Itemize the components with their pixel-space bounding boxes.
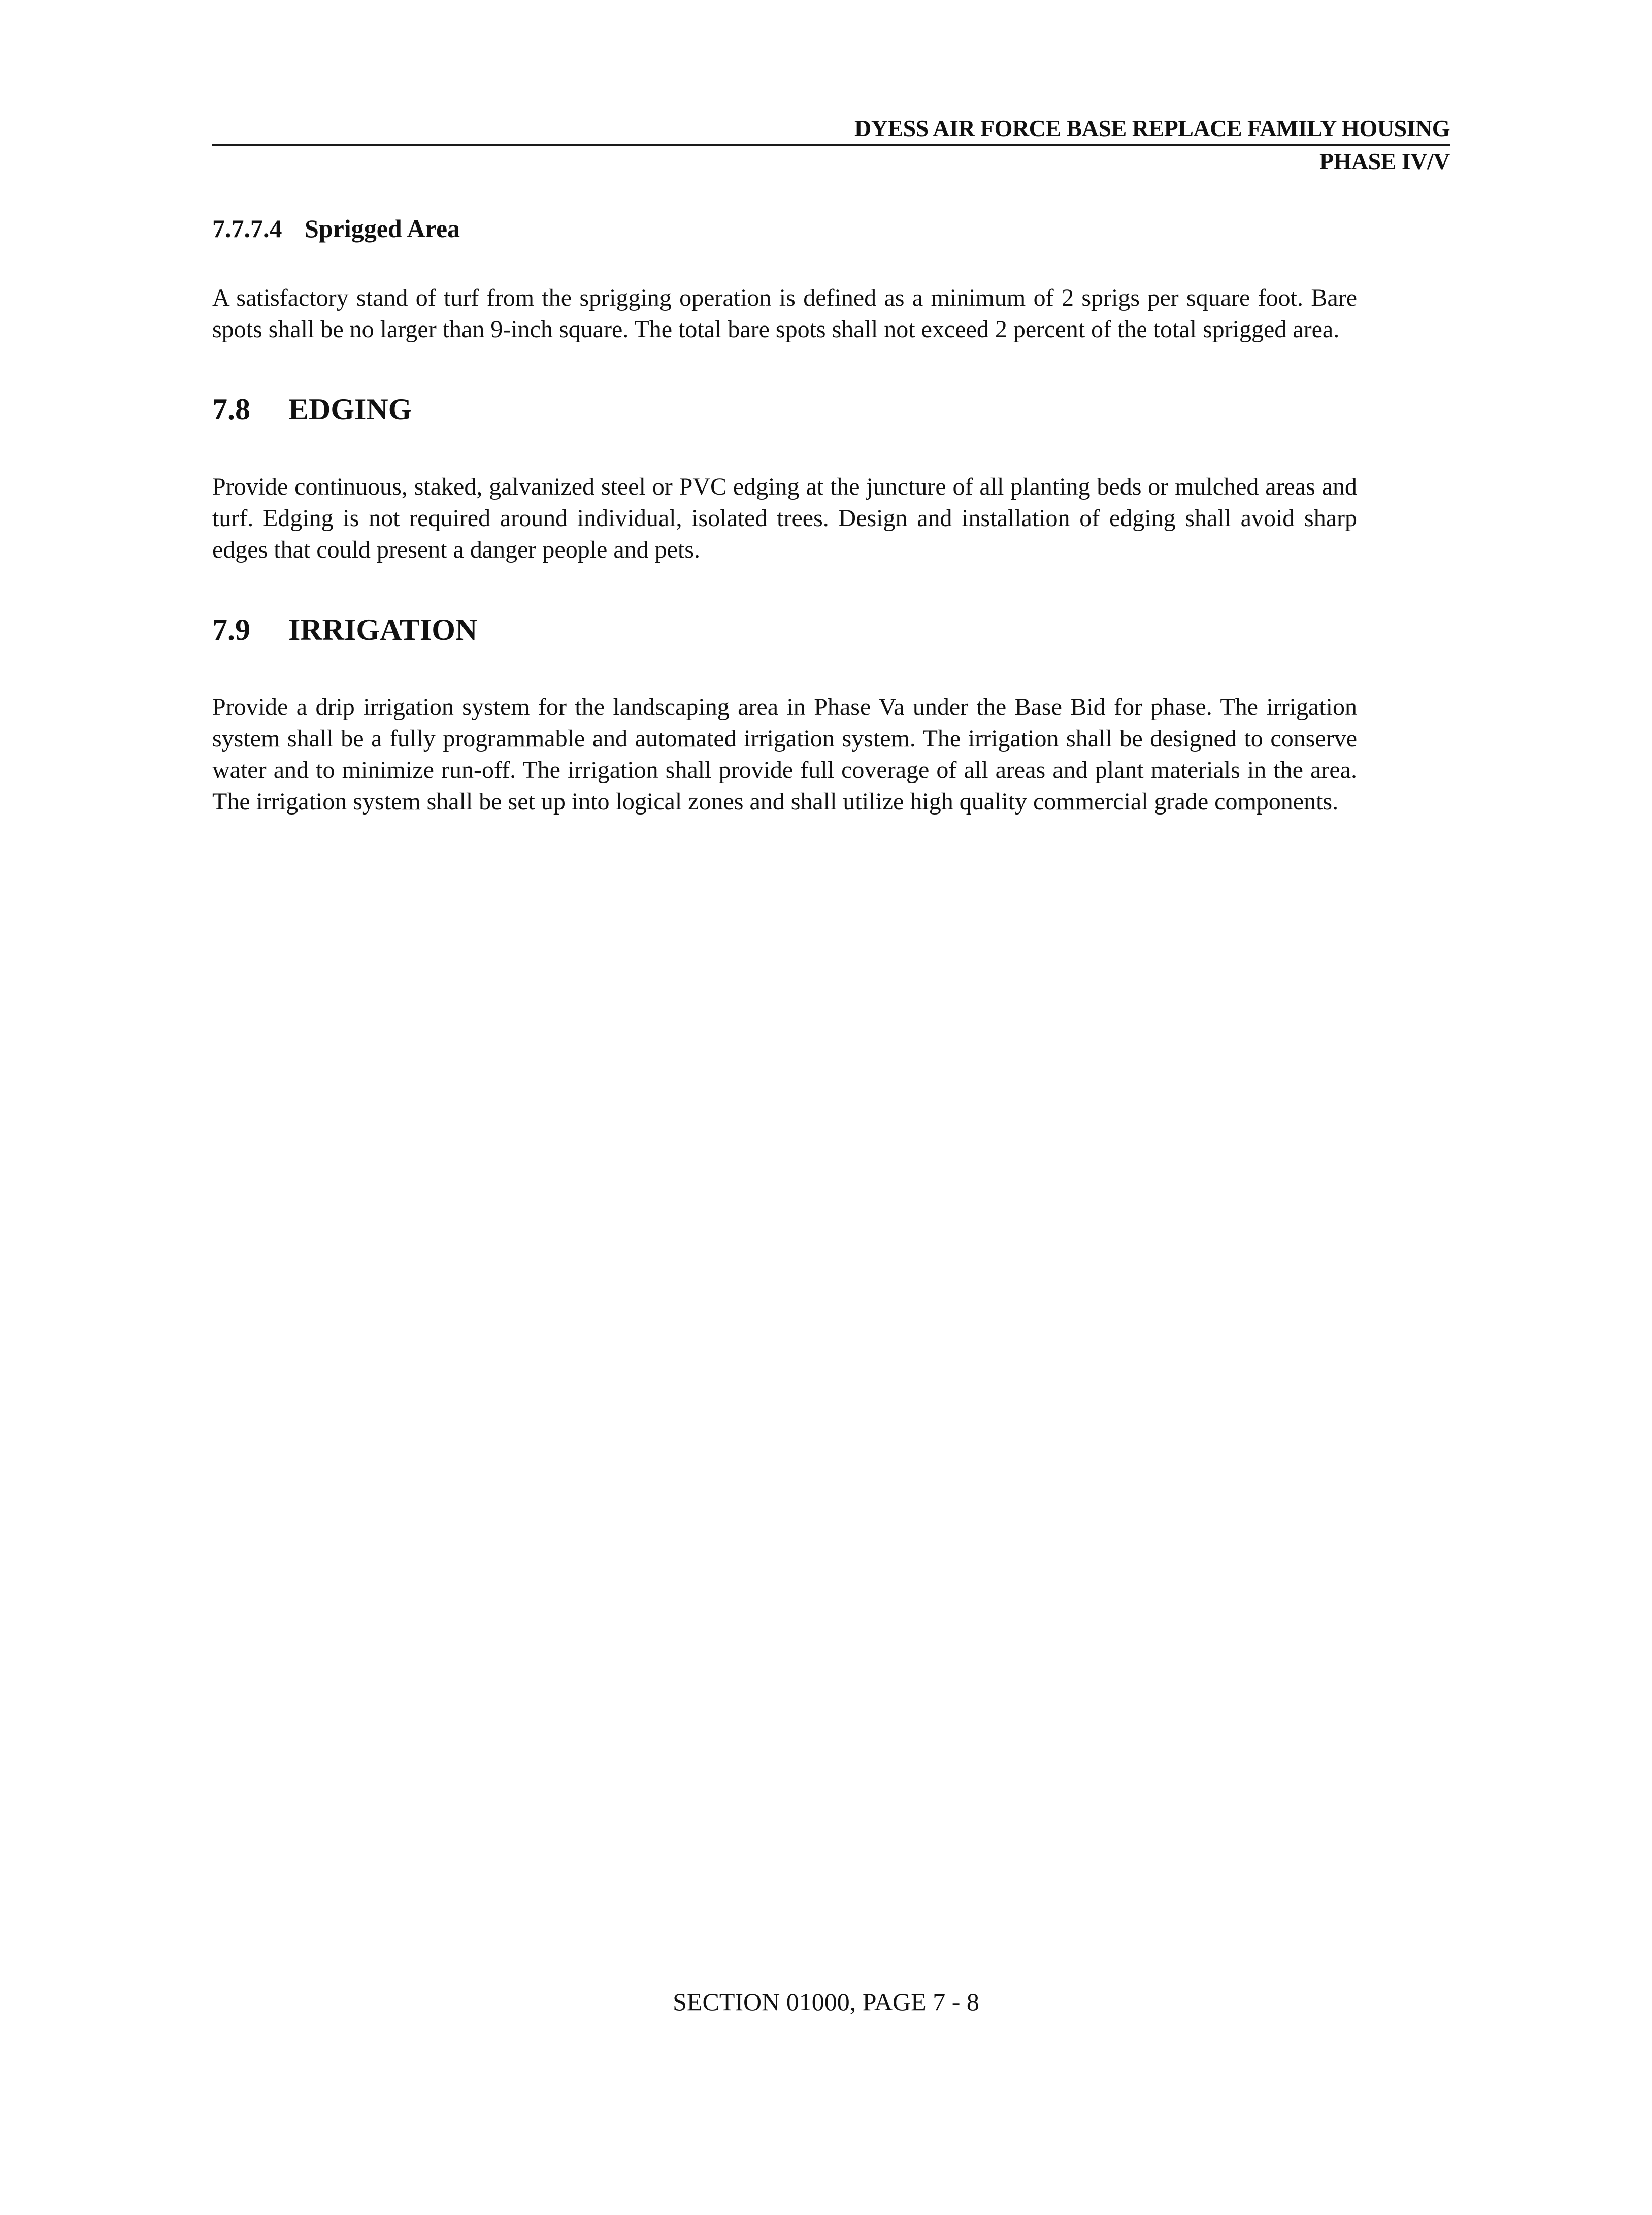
subsection-number: 7.7.7.4 [212, 214, 282, 243]
section-number: 7.8 [212, 393, 250, 426]
section-title: IRRIGATION [288, 613, 478, 646]
page-header [212, 114, 1450, 177]
subsection-title: Sprigged Area [305, 214, 460, 243]
section-heading-irrigation [212, 611, 1357, 648]
subsection-heading-sprigged-area [212, 213, 1357, 244]
header-phase: PHASE IV/V [1319, 148, 1450, 174]
page-footer: SECTION 01000, PAGE 7 - 8 [673, 1988, 979, 2016]
page-content [212, 213, 1357, 863]
section-heading-edging [212, 391, 1357, 428]
section-title: EDGING [288, 393, 412, 426]
paragraph-edging: Provide continuous, staked, galvanized steel or PVC edging at the juncture of all planting beds or mulched areas and turf. Edging is not required around individual, isolated trees. Design and installation of edging shall avoid sharp edges that could present a danger people and pets. [212, 473, 1357, 563]
paragraph-sprigged-area: A satisfactory stand of turf from the sprigging operation is defined as a minimum of 2 sprigs per square foot. Bare spots shall be no larger than 9-inch square. The total bare spots shall not exceed 2 percent of the total sprigged area. [212, 284, 1357, 343]
section-number: 7.9 [212, 613, 250, 646]
header-title: DYESS AIR FORCE BASE REPLACE FAMILY HOUSING [854, 115, 1450, 141]
paragraph-irrigation: Provide a drip irrigation system for the landscaping area in Phase Va under the Base Bid for phase. The irrigation system shall be a fully programmable and automated irrigation system. The irrigation shall be designed to conserve water and to minimize run-off. The irrigation shall provide full coverage of all areas and plant materials in the area. The irrigation system shall be set up into logical zones and shall utilize high quality commercial grade components. [212, 694, 1357, 815]
